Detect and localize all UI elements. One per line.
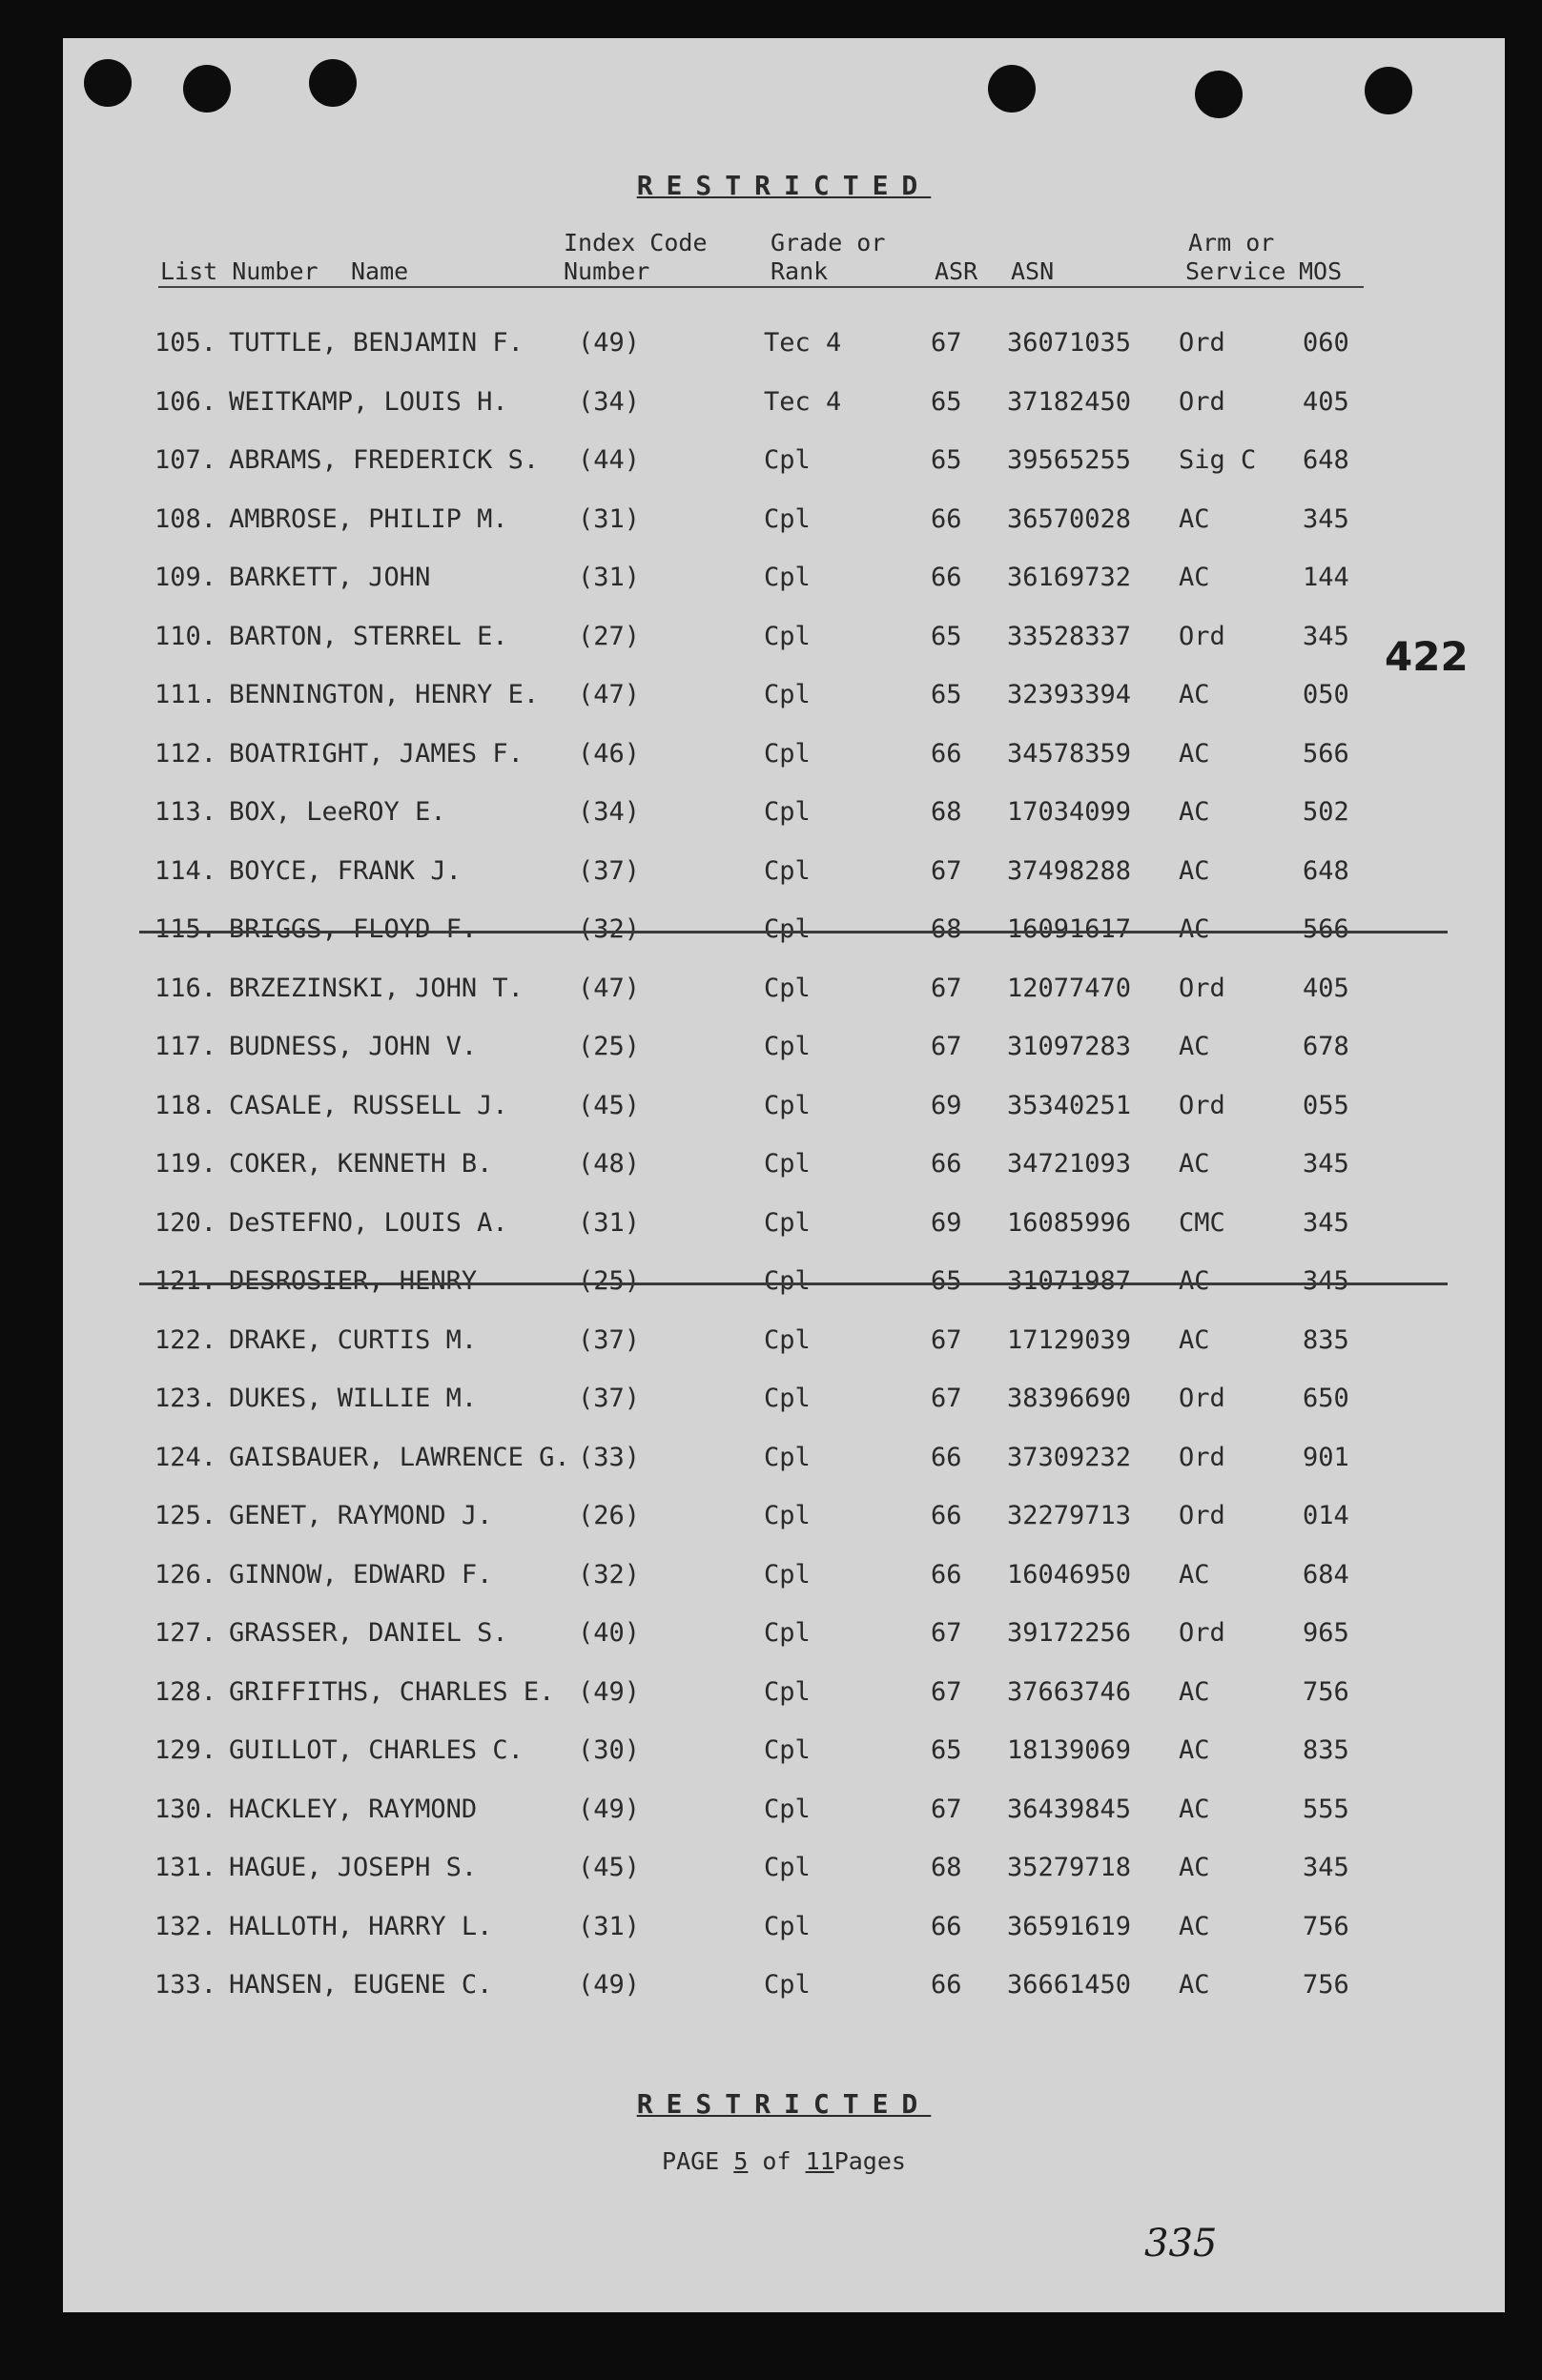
cell-num: 113. — [154, 797, 217, 827]
side-page-number: 422 — [1385, 633, 1469, 680]
cell-num: 117. — [154, 1032, 217, 1061]
cell-arm: Ord — [1179, 1442, 1225, 1472]
cell-mos: 060 — [1303, 328, 1349, 358]
cell-mos: 345 — [1303, 1207, 1349, 1238]
cell-arm: AC — [1179, 1266, 1210, 1296]
cell-mos: 648 — [1303, 855, 1349, 886]
cell-asn: 38396690 — [1007, 1384, 1132, 1413]
punch-hole — [988, 65, 1036, 113]
cell-grade: Cpl — [764, 503, 811, 534]
cell-mos: 144 — [1303, 563, 1349, 592]
cell-num: 127. — [154, 1618, 217, 1648]
cell-asr: 67 — [931, 1032, 962, 1061]
table-row — [63, 960, 1505, 1019]
cell-grade: Cpl — [764, 1384, 811, 1413]
table-row — [63, 315, 1505, 374]
cell-index: (27) — [578, 621, 641, 651]
cell-asr: 68 — [931, 1853, 962, 1882]
table-row — [63, 667, 1505, 726]
cell-name: BENNINGTON, HENRY E. — [229, 680, 540, 709]
cell-arm: AC — [1179, 1911, 1210, 1941]
cell-mos: 502 — [1303, 797, 1349, 827]
restricted-heading: RESTRICTED — [636, 170, 932, 201]
handwritten-number: 335 — [1144, 2222, 1218, 2266]
cell-num: 128. — [154, 1676, 217, 1707]
table-row — [63, 1018, 1505, 1077]
cell-mos: 756 — [1303, 1676, 1349, 1707]
cell-name: COKER, KENNETH B. — [229, 1149, 493, 1179]
table-row — [63, 374, 1505, 433]
cell-asr: 66 — [931, 563, 962, 592]
cell-index: (49) — [578, 1676, 641, 1707]
cell-asr: 66 — [931, 1911, 962, 1941]
cell-index: (34) — [578, 386, 641, 417]
cell-arm: AC — [1179, 1149, 1210, 1179]
cell-asr: 66 — [931, 1970, 962, 2000]
punch-hole — [1365, 67, 1412, 114]
cell-asn: 16085996 — [1007, 1207, 1132, 1238]
cell-index: (47) — [578, 680, 641, 709]
table-row — [63, 1547, 1505, 1606]
cell-index: (49) — [578, 1794, 641, 1824]
cell-grade: Cpl — [764, 1735, 811, 1765]
table-row — [63, 432, 1505, 491]
cell-mos: 835 — [1303, 1735, 1349, 1765]
cell-num: 119. — [154, 1149, 217, 1179]
cell-grade: Cpl — [764, 563, 811, 592]
cell-num: 132. — [154, 1911, 217, 1941]
header-name: Name — [351, 257, 409, 285]
cell-mos: 756 — [1303, 1970, 1349, 2000]
cell-index: (45) — [578, 1090, 641, 1120]
punch-hole — [1195, 71, 1243, 118]
cell-mos: 566 — [1303, 914, 1349, 944]
cell-name: GUILLOT, CHARLES C. — [229, 1735, 524, 1765]
cell-num: 106. — [154, 386, 217, 417]
table-row — [63, 784, 1505, 843]
cell-asn: 18139069 — [1007, 1735, 1132, 1765]
cell-index: (26) — [578, 1501, 641, 1530]
cell-asr: 66 — [931, 738, 962, 769]
cell-grade: Cpl — [764, 1442, 811, 1472]
cell-grade: Cpl — [764, 445, 811, 475]
cell-name: GRASSER, DANIEL S. — [229, 1618, 508, 1648]
cell-num: 120. — [154, 1207, 217, 1238]
cell-asr: 66 — [931, 1442, 962, 1472]
table-row — [63, 549, 1505, 608]
table-row — [63, 1312, 1505, 1371]
cell-index: (37) — [578, 1324, 641, 1355]
cell-grade: Cpl — [764, 621, 811, 651]
cell-asn: 16091617 — [1007, 914, 1132, 944]
cell-asr: 67 — [931, 328, 962, 358]
cell-asr: 69 — [931, 1090, 962, 1120]
cell-num: 112. — [154, 738, 217, 769]
cell-arm: AC — [1179, 1676, 1210, 1707]
cell-mos: 405 — [1303, 973, 1349, 1003]
cell-arm: Sig C — [1179, 445, 1257, 475]
table-row — [63, 843, 1505, 902]
cell-num: 129. — [154, 1735, 217, 1765]
cell-index: (31) — [578, 503, 641, 534]
cell-num: 131. — [154, 1853, 217, 1882]
cell-arm: Ord — [1179, 386, 1225, 417]
cell-arm: AC — [1179, 1735, 1210, 1765]
header-grade-or: Grade or — [771, 229, 886, 256]
cell-arm: Ord — [1179, 328, 1225, 358]
cell-asn: 17034099 — [1007, 797, 1132, 827]
punch-hole — [309, 59, 357, 107]
cell-num: 121. — [154, 1266, 217, 1296]
cell-asn: 39172256 — [1007, 1618, 1132, 1648]
cell-asn: 36169732 — [1007, 563, 1132, 592]
cell-name: HANSEN, EUGENE C. — [229, 1970, 493, 2000]
cell-name: ABRAMS, FREDERICK S. — [229, 445, 540, 475]
cell-arm: AC — [1179, 1794, 1210, 1824]
cell-index: (31) — [578, 1207, 641, 1238]
cell-arm: CMC — [1179, 1207, 1225, 1238]
cell-name: TUTTLE, BENJAMIN F. — [229, 328, 524, 358]
cell-mos: 345 — [1303, 1853, 1349, 1882]
cell-name: HACKLEY, RAYMOND — [229, 1794, 478, 1824]
cell-index: (44) — [578, 445, 641, 475]
cell-grade: Cpl — [764, 914, 811, 944]
cell-asn: 34721093 — [1007, 1149, 1132, 1179]
table-row — [63, 901, 1505, 960]
table-row — [63, 1077, 1505, 1137]
table-row — [63, 608, 1505, 667]
cell-asr: 67 — [931, 855, 962, 886]
cell-name: BRZEZINSKI, JOHN T. — [229, 973, 524, 1003]
cell-name: BOATRIGHT, JAMES F. — [229, 738, 524, 769]
cell-grade: Cpl — [764, 1970, 811, 2000]
cell-asn: 32393394 — [1007, 680, 1132, 709]
table-row — [63, 1253, 1505, 1312]
cell-mos: 566 — [1303, 738, 1349, 769]
cell-grade: Cpl — [764, 1618, 811, 1648]
cell-grade: Cpl — [764, 1676, 811, 1707]
cell-grade: Cpl — [764, 1794, 811, 1824]
cell-grade: Cpl — [764, 1032, 811, 1061]
cell-index: (32) — [578, 914, 641, 944]
cell-num: 109. — [154, 563, 217, 592]
cell-name: BARTON, STERREL E. — [229, 621, 508, 651]
cell-name: DESROSIER, HENRY — [229, 1266, 478, 1296]
cell-arm: AC — [1179, 1559, 1210, 1590]
punch-hole — [183, 65, 231, 113]
cell-arm: AC — [1179, 914, 1210, 944]
table-row — [63, 1898, 1505, 1958]
cell-asr: 66 — [931, 1501, 962, 1530]
header-asn: ASN — [1011, 257, 1055, 285]
cell-asn: 39565255 — [1007, 445, 1132, 475]
cell-grade: Cpl — [764, 855, 811, 886]
cell-arm: Ord — [1179, 1618, 1225, 1648]
table-row — [63, 1136, 1505, 1195]
cell-arm: AC — [1179, 563, 1210, 592]
header-arm-or: Arm or — [1188, 229, 1275, 256]
cell-asn: 36570028 — [1007, 503, 1132, 534]
cell-grade: Tec 4 — [764, 386, 842, 417]
cell-asr: 66 — [931, 503, 962, 534]
header-mos: MOS — [1299, 257, 1343, 285]
cell-index: (40) — [578, 1618, 641, 1648]
cell-index: (49) — [578, 1970, 641, 2000]
cell-asn: 37498288 — [1007, 855, 1132, 886]
header-rank: Rank — [771, 257, 829, 285]
cell-asr: 67 — [931, 1324, 962, 1355]
document-page — [63, 38, 1505, 2312]
cell-grade: Cpl — [764, 680, 811, 709]
cell-num: 107. — [154, 445, 217, 475]
cell-grade: Cpl — [764, 738, 811, 769]
cell-asr: 65 — [931, 680, 962, 709]
header-underline — [158, 286, 1364, 288]
cell-name: GRIFFITHS, CHARLES E. — [229, 1676, 555, 1707]
cell-index: (25) — [578, 1032, 641, 1061]
cell-mos: 555 — [1303, 1794, 1349, 1824]
cell-arm: Ord — [1179, 1501, 1225, 1530]
cell-asr: 68 — [931, 914, 962, 944]
table-row — [63, 1722, 1505, 1781]
restricted-footer: RESTRICTED — [636, 2088, 932, 2120]
punch-hole — [84, 59, 132, 107]
cell-grade: Cpl — [764, 1324, 811, 1355]
cell-num: 116. — [154, 973, 217, 1003]
cell-grade: Cpl — [764, 1266, 811, 1296]
cell-index: (34) — [578, 797, 641, 827]
cell-grade: Cpl — [764, 1207, 811, 1238]
table-row — [63, 1195, 1505, 1254]
cell-mos: 055 — [1303, 1090, 1349, 1120]
cell-name: BUDNESS, JOHN V. — [229, 1032, 478, 1061]
cell-mos: 684 — [1303, 1559, 1349, 1590]
cell-grade: Cpl — [764, 1559, 811, 1590]
cell-asn: 31097283 — [1007, 1032, 1132, 1061]
page-indicator — [63, 2147, 1505, 2175]
cell-mos: 650 — [1303, 1384, 1349, 1413]
cell-num: 133. — [154, 1970, 217, 2000]
cell-index: (46) — [578, 738, 641, 769]
cell-arm: Ord — [1179, 1090, 1225, 1120]
cell-name: BARKETT, JOHN — [229, 563, 431, 592]
cell-num: 130. — [154, 1794, 217, 1824]
cell-mos: 756 — [1303, 1911, 1349, 1941]
cell-arm: AC — [1179, 797, 1210, 827]
table-row — [63, 1957, 1505, 2016]
cell-mos: 965 — [1303, 1618, 1349, 1648]
header-service: Service — [1185, 257, 1286, 285]
cell-asn: 37663746 — [1007, 1676, 1132, 1707]
cell-arm: Ord — [1179, 1384, 1225, 1413]
table-row — [63, 491, 1505, 550]
cell-index: (47) — [578, 973, 641, 1003]
cell-arm: AC — [1179, 1324, 1210, 1355]
page-number: 5 — [733, 2147, 749, 2175]
cell-grade: Cpl — [764, 1501, 811, 1530]
cell-index: (49) — [578, 328, 641, 358]
cell-arm: Ord — [1179, 621, 1225, 651]
cell-name: BRIGGS, FLOYD F. — [229, 914, 478, 944]
cell-asr: 65 — [931, 386, 962, 417]
cell-asn: 12077470 — [1007, 973, 1132, 1003]
cell-asr: 67 — [931, 973, 962, 1003]
cell-name: GINNOW, EDWARD F. — [229, 1559, 493, 1590]
table-row — [63, 726, 1505, 785]
cell-asn: 16046950 — [1007, 1559, 1132, 1590]
cell-asn: 33528337 — [1007, 621, 1132, 651]
cell-asn: 17129039 — [1007, 1324, 1132, 1355]
cell-num: 124. — [154, 1442, 217, 1472]
cell-mos: 345 — [1303, 1149, 1349, 1179]
cell-asr: 67 — [931, 1676, 962, 1707]
cell-name: AMBROSE, PHILIP M. — [229, 503, 508, 534]
cell-mos: 014 — [1303, 1501, 1349, 1530]
cell-num: 111. — [154, 680, 217, 709]
cell-asr: 66 — [931, 1559, 962, 1590]
cell-mos: 345 — [1303, 621, 1349, 651]
cell-arm: Ord — [1179, 973, 1225, 1003]
cell-index: (31) — [578, 563, 641, 592]
cell-mos: 835 — [1303, 1324, 1349, 1355]
header-index-code: Index Code — [564, 229, 708, 256]
table-row — [63, 1605, 1505, 1664]
cell-index: (33) — [578, 1442, 641, 1472]
pages-label: Pages — [833, 2147, 906, 2175]
cell-asr: 65 — [931, 621, 962, 651]
table-row — [63, 1781, 1505, 1840]
cell-asn: 35340251 — [1007, 1090, 1132, 1120]
cell-num: 110. — [154, 621, 217, 651]
cell-asn: 36439845 — [1007, 1794, 1132, 1824]
cell-name: HALLOTH, HARRY L. — [229, 1911, 493, 1941]
table-row — [63, 1429, 1505, 1488]
cell-asn: 35279718 — [1007, 1853, 1132, 1882]
cell-index: (31) — [578, 1911, 641, 1941]
cell-num: 114. — [154, 855, 217, 886]
cell-num: 118. — [154, 1090, 217, 1120]
cell-index: (25) — [578, 1266, 641, 1296]
cell-asn: 37182450 — [1007, 386, 1132, 417]
cell-num: 115. — [154, 914, 217, 944]
cell-asn: 32279713 — [1007, 1501, 1132, 1530]
cell-index: (37) — [578, 1384, 641, 1413]
cell-name: DeSTEFNO, LOUIS A. — [229, 1207, 508, 1238]
cell-asr: 67 — [931, 1794, 962, 1824]
cell-asn: 36661450 — [1007, 1970, 1132, 2000]
cell-asr: 65 — [931, 1735, 962, 1765]
cell-grade: Cpl — [764, 1911, 811, 1941]
cell-asr: 66 — [931, 1149, 962, 1179]
cell-asn: 36591619 — [1007, 1911, 1132, 1941]
page-label: PAGE — [662, 2147, 720, 2175]
cell-index: (45) — [578, 1853, 641, 1882]
cell-asn: 37309232 — [1007, 1442, 1132, 1472]
cell-arm: AC — [1179, 680, 1210, 709]
cell-num: 126. — [154, 1559, 217, 1590]
table-row — [63, 1488, 1505, 1547]
cell-num: 125. — [154, 1501, 217, 1530]
cell-name: GAISBAUER, LAWRENCE G. — [229, 1442, 570, 1472]
page-total: 11 — [805, 2147, 834, 2175]
cell-name: WEITKAMP, LOUIS H. — [229, 386, 508, 417]
header-list-number: List Number — [160, 257, 319, 285]
cell-arm: AC — [1179, 1970, 1210, 2000]
cell-grade: Cpl — [764, 1090, 811, 1120]
cell-index: (32) — [578, 1559, 641, 1590]
table-row — [63, 1664, 1505, 1723]
cell-asr: 69 — [931, 1207, 962, 1238]
cell-asn: 31071987 — [1007, 1266, 1132, 1296]
cell-index: (48) — [578, 1149, 641, 1179]
cell-name: CASALE, RUSSELL J. — [229, 1090, 508, 1120]
cell-num: 108. — [154, 503, 217, 534]
cell-arm: AC — [1179, 738, 1210, 769]
roster-table — [63, 315, 1505, 2016]
cell-grade: Cpl — [764, 973, 811, 1003]
cell-name: BOYCE, FRANK J. — [229, 855, 462, 886]
table-row — [63, 1370, 1505, 1429]
cell-mos: 345 — [1303, 1266, 1349, 1296]
cell-index: (37) — [578, 855, 641, 886]
cell-mos: 345 — [1303, 503, 1349, 534]
cell-num: 123. — [154, 1384, 217, 1413]
cell-grade: Cpl — [764, 797, 811, 827]
cell-arm: AC — [1179, 1853, 1210, 1882]
cell-mos: 678 — [1303, 1032, 1349, 1061]
table-row — [63, 1839, 1505, 1898]
cell-mos: 648 — [1303, 445, 1349, 475]
cell-name: GENET, RAYMOND J. — [229, 1501, 493, 1530]
cell-name: BOX, LeeROY E. — [229, 797, 446, 827]
cell-mos: 901 — [1303, 1442, 1349, 1472]
cell-grade: Tec 4 — [764, 328, 842, 358]
cell-asr: 67 — [931, 1618, 962, 1648]
cell-asr: 67 — [931, 1384, 962, 1413]
cell-name: DRAKE, CURTIS M. — [229, 1324, 478, 1355]
cell-grade: Cpl — [764, 1149, 811, 1179]
cell-num: 105. — [154, 328, 217, 358]
cell-asn: 34578359 — [1007, 738, 1132, 769]
cell-num: 122. — [154, 1324, 217, 1355]
cell-arm: AC — [1179, 855, 1210, 886]
cell-name: DUKES, WILLIE M. — [229, 1384, 478, 1413]
cell-asr: 65 — [931, 1266, 962, 1296]
cell-name: HAGUE, JOSEPH S. — [229, 1853, 478, 1882]
header-asr: ASR — [935, 257, 978, 285]
cell-index: (30) — [578, 1735, 641, 1765]
cell-asr: 65 — [931, 445, 962, 475]
cell-asr: 68 — [931, 797, 962, 827]
cell-mos: 050 — [1303, 680, 1349, 709]
cell-arm: AC — [1179, 503, 1210, 534]
of-label: of — [762, 2147, 792, 2175]
cell-grade: Cpl — [764, 1853, 811, 1882]
cell-asn: 36071035 — [1007, 328, 1132, 358]
cell-arm: AC — [1179, 1032, 1210, 1061]
cell-mos: 405 — [1303, 386, 1349, 417]
header-index-number: Number — [564, 257, 650, 285]
